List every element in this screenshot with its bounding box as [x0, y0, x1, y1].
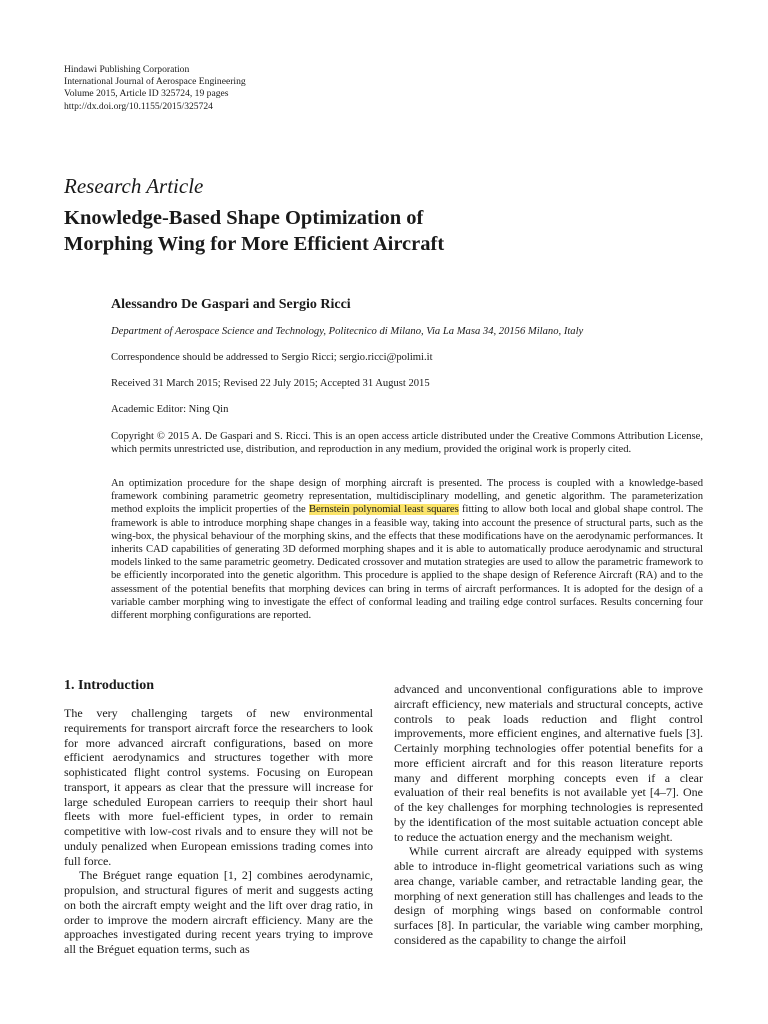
abstract — [111, 477, 703, 622]
paper-title — [64, 205, 624, 257]
abstract-text-before: An optimization procedure for the shape design of morphing aircraft is presented. The process is coupled with a knowledge-based framework combining parametric geometry representation, multidisciplinary modelling, and genetic algorithm. The parameterization method exploits the implicit properties of the — [111, 478, 703, 516]
article-type: Research Article — [64, 174, 204, 198]
body-paragraph: While current aircraft are already equipped with systems able to introduce in-flight geometrical variations such as wing area change, variable camber, and retractable landing gear, the morphing of next generation still has challenges and leads to the design of morphing wings based on conformable control surfaces [8]. In particular, the variable wing camber morphing, considered as the capability to change the airfoil — [394, 844, 703, 947]
academic-editor: Academic Editor: Ning Qin — [111, 404, 229, 415]
highlighted-text[interactable]: Bernstein polynomial least squares — [308, 504, 459, 516]
body-paragraph: The very challenging targets of new environmental requirements for transport aircraft force the researchers to look for more advanced aircraft configurations, based on more efficient aerodynamics and structures together with more sophisticated flight control systems. Focusing on European transport, it appears as clear that the pressure will increase for large scheduled European carriers to reequip their short haul fleets with more fuel-efficient types, in order to remain competitive with low-cost rivals and to ensure they will not be unduly penalized when European emissions trading comes into full force. — [64, 706, 373, 868]
body-paragraph: The Bréguet range equation [1, 2] combines aerodynamic, propulsion, and structural figures of merit and suggests acting on both the aircraft empty weight and the lift over drag ratio, in order to improve the modern aircraft efficiency. Many are the approaches investigated during recent years trying to improve all the Bréguet equation terms, such as — [64, 868, 373, 956]
publisher-name: Hindawi Publishing Corporation — [64, 64, 190, 75]
volume-info: Volume 2015, Article ID 325724, 19 pages — [64, 88, 229, 100]
doi-link[interactable]: http://dx.doi.org/10.1155/2015/325724 — [64, 100, 213, 112]
affiliation: Department of Aerospace Science and Technology, Politecnico di Milano, Via La Masa 34, 20156 Milano, Italy — [111, 326, 584, 337]
body-paragraph: advanced and unconventional configurations able to improve aircraft efficiency, new materials and structural concepts, active controls to peak loads reduction and flight control improvements, more efficient engines, and alternative fuels [3]. Certainly morphing technologies offer potential benefits for a more efficient aircraft and for this reason literature reports many and different morphing concepts even if a clear evaluation of their real benefits is not available yet [4–7]. One of the key challenges for morphing technologies is represented by the identification of the most suitable actuation concept able to reduce the actuation energy and the mechanism weight. — [394, 682, 703, 844]
correspondence: Correspondence should be addressed to Sergio Ricci; sergio.ricci@polimi.it — [111, 352, 433, 363]
body-column-left — [64, 706, 373, 957]
abstract-text-after: fitting to allow both local and global shape control. The framework is able to introduce morphing shape changes in a feasible way, taking into account the presence of structural parts, such as the wing-box, the physical behaviour of the morphing skins, and the effects that these modifications have on the aerodynamic performances. It inherits CAD capabilities of generating 3D deformed morphing shapes and it is able to automatically produce aerodynamic and structural models linked to the same parametric geometry. Dedicated crossover and mutation strategies are used to allow the parametric framework to be efficiently incorporated into the genetic algorithm. This procedure is applied to the shape design of Reference Aircraft (RA) and to the assessment of the potential benefits that morphing devices can bring in terms of aircraft performances. It is adopted for the design of a variable camber morphing wing to investigate the effect of conformal leading and trailing edge control surfaces. Results concerning four different morphing configurations are reported. — [111, 504, 703, 622]
copyright-notice: Copyright © 2015 A. De Gaspari and S. Ricci. This is an open access article distributed under the Creative Commons Attribution License, which permits unrestricted use, distribution, and reproduction in any medium, provided the original work is properly cited. — [111, 431, 703, 456]
body-column-right — [394, 682, 703, 948]
authors: Alessandro De Gaspari and Sergio Ricci — [111, 297, 351, 312]
paper-title-line-1: Knowledge-Based Shape Optimization of — [64, 207, 424, 229]
section-heading-introduction: 1. Introduction — [64, 678, 154, 693]
journal-name: International Journal of Aerospace Engineering — [64, 76, 246, 88]
journal-header — [64, 64, 246, 113]
paper-title-line-2: Morphing Wing for More Efficient Aircraft — [64, 233, 445, 255]
publication-dates: Received 31 March 2015; Revised 22 July 2015; Accepted 31 August 2015 — [111, 378, 430, 389]
